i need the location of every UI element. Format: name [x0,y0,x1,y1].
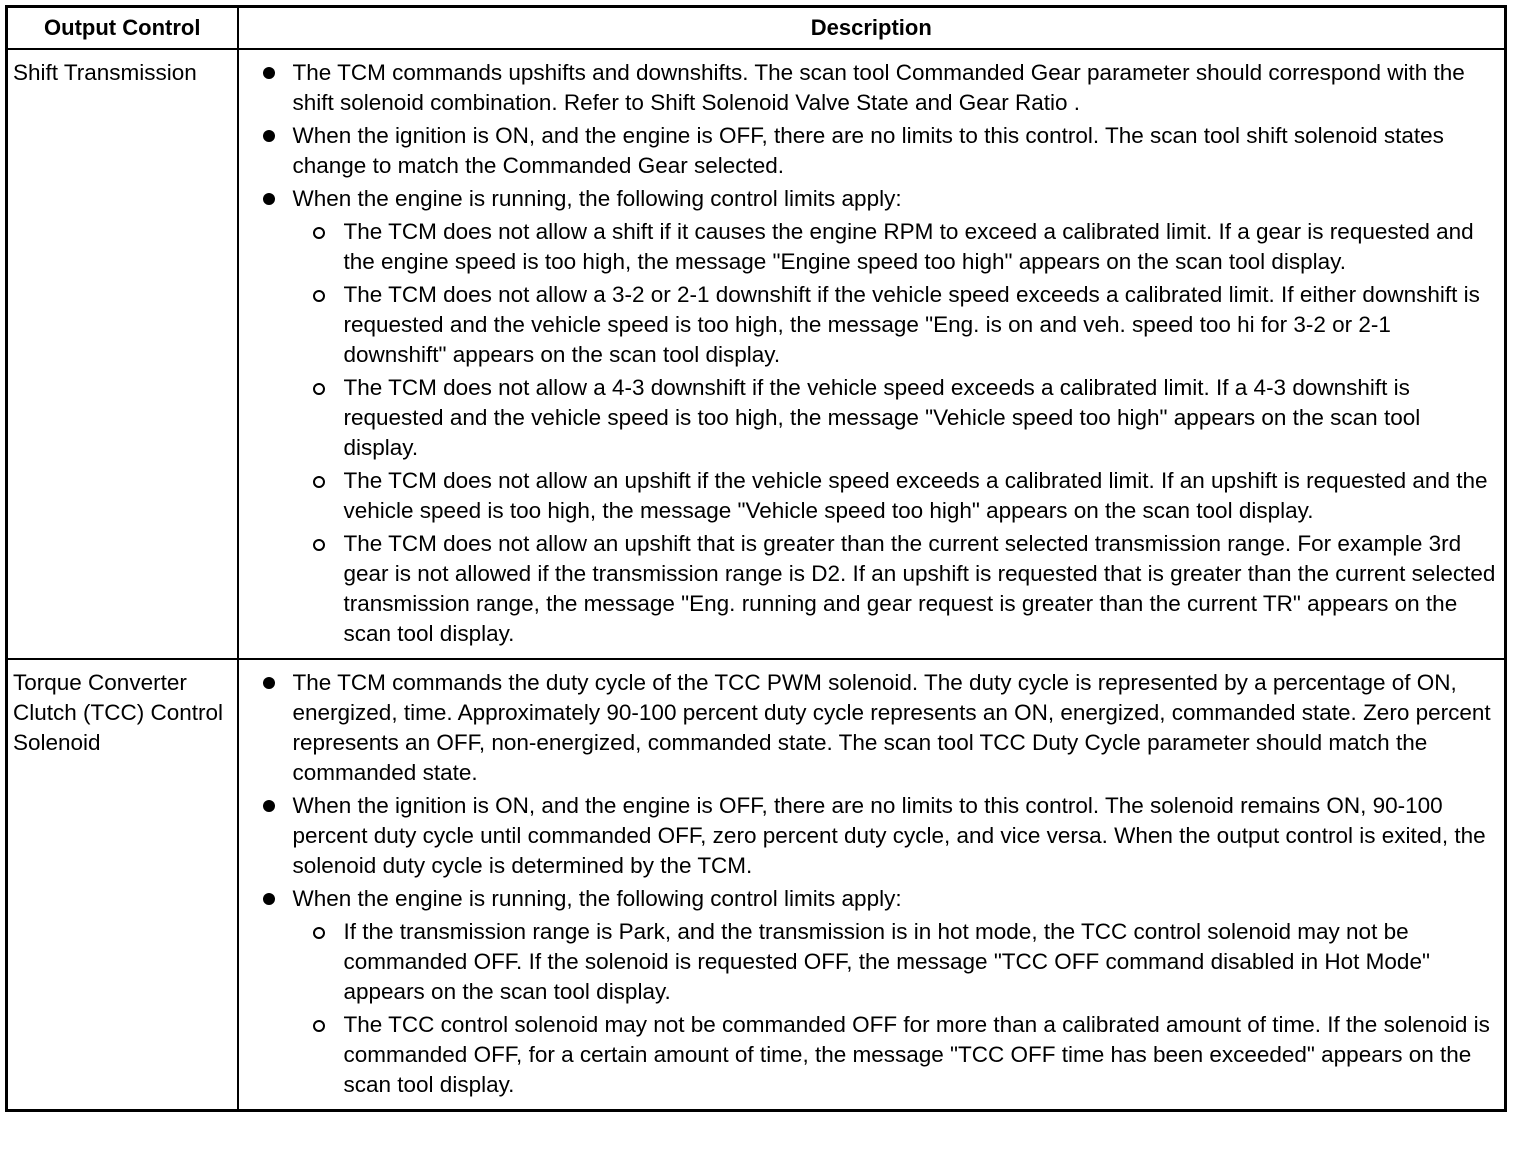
sub-bullet-text: The TCM does not allow a 4-3 downshift if the vehicle speed exceeds a calibrated limit. If a 4-3 downshift is requested and the vehicle speed is too high, the message "Vehicle speed too high" appears on the scan tool display. [343,375,1421,460]
list-item [239,668,1497,788]
table-row [7,49,1506,659]
control-name-shift-transmission: Shift Transmission [7,49,238,659]
bullet-text: When the ignition is ON, and the engine is OFF, there are no limits to this control. The scan tool shift solenoid states change to match the Commanded Gear selected. [292,123,1444,178]
hollow-bullet-icon [313,227,325,239]
sub-bullet-text: If the transmission range is Park, and the transmission is in hot mode, the TCC control solenoid may not be commanded OFF. If the solenoid is requested OFF, the message "TCC OFF command disabled in Hot Mode" appears on the scan tool display. [343,919,1430,1004]
sub-bullet-list [293,217,1497,649]
hollow-bullet-icon [313,290,325,302]
filled-bullet-icon [263,67,275,79]
bullet-text: The TCM commands upshifts and downshifts. The scan tool Commanded Gear parameter should correspond with the shift solenoid combination. Refer to Shift Solenoid Valve State and Gear Ratio . [292,60,1465,115]
filled-bullet-icon [263,677,275,689]
filled-bullet-icon [263,893,275,905]
control-name-tcc-solenoid: Torque Converter Clutch (TCC) Control Solenoid [7,659,238,1111]
bullet-list [239,58,1497,649]
list-item [239,184,1497,649]
description-cell [238,49,1506,659]
sub-list-item [293,529,1497,649]
list-item [239,58,1497,118]
list-item [239,121,1497,181]
list-item [239,884,1497,1100]
sub-bullet-text: The TCM does not allow an upshift if the vehicle speed exceeds a calibrated limit. If an upshift is requested and the vehicle speed is too high, the message "Vehicle speed too high" appears on the scan tool display. [343,468,1488,523]
table-header-row [7,7,1506,50]
output-control-table [5,5,1507,1112]
hollow-bullet-icon [313,383,325,395]
bullet-text: When the engine is running, the following control limits apply: [292,186,902,211]
bullet-text: When the engine is running, the following control limits apply: [292,886,902,911]
header-description: Description [238,7,1506,50]
sub-list-item [293,217,1497,277]
bullet-list [239,668,1497,1100]
table-row [7,659,1506,1111]
sub-list-item [293,466,1497,526]
sub-list-item [293,280,1497,370]
list-item [239,791,1497,881]
sub-list-item [293,917,1497,1007]
bullet-text: When the ignition is ON, and the engine is OFF, there are no limits to this control. The solenoid remains ON, 90-100 percent duty cycle until commanded OFF, zero percent duty cycle, and vice versa. When the output control is exited, the solenoid duty cycle is determined by the TCM. [292,793,1486,878]
hollow-bullet-icon [313,927,325,939]
hollow-bullet-icon [313,539,325,551]
sub-list-item [293,373,1497,463]
sub-bullet-text: The TCC control solenoid may not be commanded OFF for more than a calibrated amount of time. If the solenoid is commanded OFF, for a certain amount of time, the message "TCC OFF time has been exceeded" appears on the scan tool display. [343,1012,1490,1097]
filled-bullet-icon [263,193,275,205]
filled-bullet-icon [263,800,275,812]
sub-bullet-text: The TCM does not allow a 3-2 or 2-1 downshift if the vehicle speed exceeds a calibrated limit. If either downshift is requested and the vehicle speed is too high, the message "Eng. is on and veh. speed too hi for 3-2 or 2-1 downshift" appears on the scan tool display. [343,282,1480,367]
bullet-text: The TCM commands the duty cycle of the TCC PWM solenoid. The duty cycle is represented by a percentage of ON, energized, time. Approximately 90-100 percent duty cycle represents an ON, energized, commanded state. Zero percent represents an OFF, non-energized, commanded state. The scan tool TCC Duty Cycle parameter should match the commanded state. [292,670,1491,785]
sub-bullet-list [293,917,1497,1100]
filled-bullet-icon [263,130,275,142]
sub-list-item [293,1010,1497,1100]
hollow-bullet-icon [313,1020,325,1032]
description-cell [238,659,1506,1111]
hollow-bullet-icon [313,476,325,488]
header-output-control: Output Control [7,7,238,50]
sub-bullet-text: The TCM does not allow an upshift that is greater than the current selected transmission range. For example 3rd gear is not allowed if the transmission range is D2. If an upshift is requested that is greater than the current selected transmission range, the message "Eng. running and gear request is greater than the current TR" appears on the scan tool display. [343,531,1496,646]
sub-bullet-text: The TCM does not allow a shift if it causes the engine RPM to exceed a calibrated limit. If a gear is requested and the engine speed is too high, the message "Engine speed too high" appears on the scan tool display. [343,219,1474,274]
